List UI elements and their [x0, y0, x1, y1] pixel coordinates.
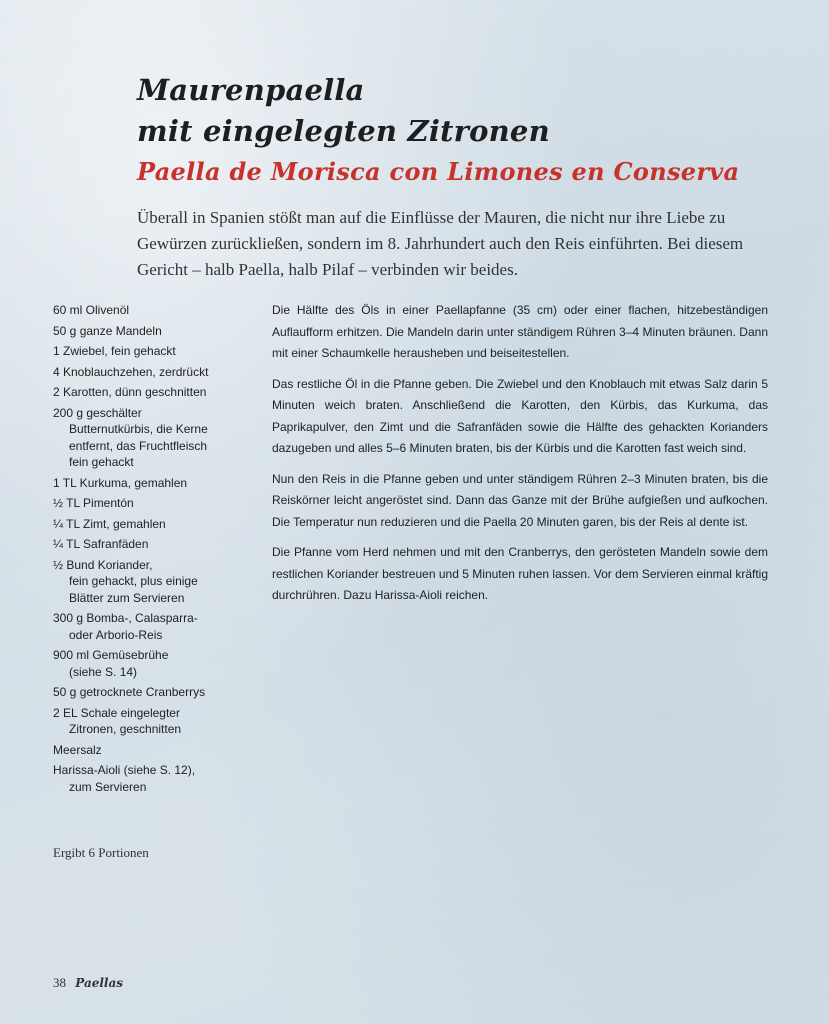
method-step: Nun den Reis in die Pfanne geben und unter ständigem Rühren 2–3 Minuten braten, bis die Reiskörner leicht angeröstet sind. Dann das Ganze mit der Brühe aufgießen und aufkochen. Die Temperatur nun reduzieren und die Paella 20 Minuten garen, bis der Reis al dente ist. — [272, 471, 768, 529]
recipe-yield: Ergibt 6 Portionen — [53, 845, 149, 860]
ingredient-continuation: zum Servieren — [69, 779, 147, 794]
ingredient-line: 50 g getrocknete Cranberrys — [53, 685, 206, 699]
ingredient-line: 60 ml Olivenöl — [53, 303, 130, 317]
ingredient-item — [53, 384, 253, 401]
ingredient-continuation: Blätter zum Servieren — [69, 590, 185, 605]
ingredient-line: 50 g ganze Mandeln — [53, 323, 162, 338]
ingredient-list — [53, 302, 253, 799]
ingredient-item — [53, 405, 253, 471]
title-line-1: Maurenpaella — [137, 73, 365, 107]
ingredient-continuation: entfernt, das Fruchtfleisch — [69, 438, 208, 453]
ingredient-item — [53, 762, 253, 795]
ingredient-continuation: oder Arborio-Reis — [69, 627, 163, 642]
ingredient-continuation: fein gehackt — [69, 455, 134, 469]
ingredient-line: 2 Karotten, dünn geschnitten — [53, 385, 207, 399]
ingredient-item — [53, 684, 253, 701]
ingredient-item — [53, 705, 253, 738]
ingredient-line: ½ Bund Koriander, — [53, 557, 153, 572]
ingredient-item — [53, 302, 253, 319]
ingredient-line: 1 Zwiebel, fein gehackt — [53, 344, 176, 358]
ingredient-item — [53, 742, 253, 759]
ingredient-line: ¼ TL Zimt, gemahlen — [53, 516, 166, 531]
method-step: Die Pfanne vom Herd nehmen und mit den Cranberrys, den gerösteten Mandeln sowie dem restlichen Koriander bestreuen und 5 Minuten ruhen lassen. Vor dem Servieren einmal kräftig durchrühren. Dazu Harissa-Aioli reichen. — [272, 545, 768, 602]
ingredient-continuation: fein gehackt, plus einige — [69, 574, 198, 588]
recipe-title-spanish: Paella de Morisca con Limones en Conserva — [137, 157, 740, 186]
ingredient-line: 4 Knoblauchzehen, zerdrückt — [53, 364, 209, 379]
ingredient-item — [53, 343, 253, 360]
title-line-2: mit eingelegten Zitronen — [137, 114, 550, 148]
ingredient-item — [53, 364, 253, 381]
section-name: Paellas — [75, 976, 124, 990]
ingredient-item — [53, 323, 253, 340]
page-number: 38 — [53, 975, 66, 990]
method-steps — [272, 300, 768, 616]
ingredient-line: 1 TL Kurkuma, gemahlen — [53, 475, 188, 490]
ingredient-line: 900 ml Gemüsebrühe — [53, 648, 169, 662]
ingredient-item — [53, 557, 253, 607]
ingredient-line: ¼ TL Safranfäden — [53, 537, 149, 551]
ingredient-line: Harissa-Aioli (siehe S. 12), — [53, 763, 196, 777]
ingredient-continuation: Butternutkürbis, die Kerne — [69, 422, 208, 436]
recipe-title-german — [137, 70, 777, 152]
recipe-intro: Überall in Spanien stößt man auf die Einflüsse der Mauren, die nicht nur ihre Liebe zu Gewürzen zurückließen, sondern im 8. Jahrhundert auch den Reis einführten. Bei diesem Gericht – halb Paella, halb Pilaf – verbinden wir beides. — [137, 208, 744, 279]
ingredient-line: Meersalz — [53, 742, 102, 757]
ingredient-item — [53, 610, 253, 643]
ingredient-item — [53, 516, 253, 533]
ingredient-item — [53, 536, 253, 553]
ingredient-line: ½ TL Pimentón — [53, 496, 134, 510]
ingredient-item — [53, 495, 253, 512]
ingredient-item — [53, 647, 253, 680]
ingredient-line: 200 g geschälter — [53, 405, 142, 420]
page-footer — [53, 975, 123, 991]
method-step: Die Hälfte des Öls in einer Paellapfanne (35 cm) oder einer flachen, hitzebeständigen Auflaufform erhitzen. Die Mandeln darin unter ständigem Rühren 3–4 Minuten bräunen. Dann mit einer Schaumkelle herausheben und beiseitestellen. — [272, 303, 768, 360]
ingredient-continuation: Zitronen, geschnitten — [69, 722, 182, 736]
method-step: Das restliche Öl in die Pfanne geben. Die Zwiebel und den Knoblauch mit etwas Salz darin 5 Minuten weich braten. Anschließend die Karotten, den Kürbis, das Kurkuma, das Paprikapulver, den Zimt und die Safranfäden sowie die Hälfte des gehackten Korianders dazugeben und alles 5–6 Minuten braten, bis der Kürbis und die Karotten fast weich sind. — [272, 376, 768, 455]
ingredient-line: 2 EL Schale eingelegter — [53, 705, 180, 720]
ingredient-item — [53, 475, 253, 492]
ingredient-line: 300 g Bomba-, Calasparra- — [53, 611, 198, 625]
ingredient-continuation: (siehe S. 14) — [69, 664, 138, 679]
